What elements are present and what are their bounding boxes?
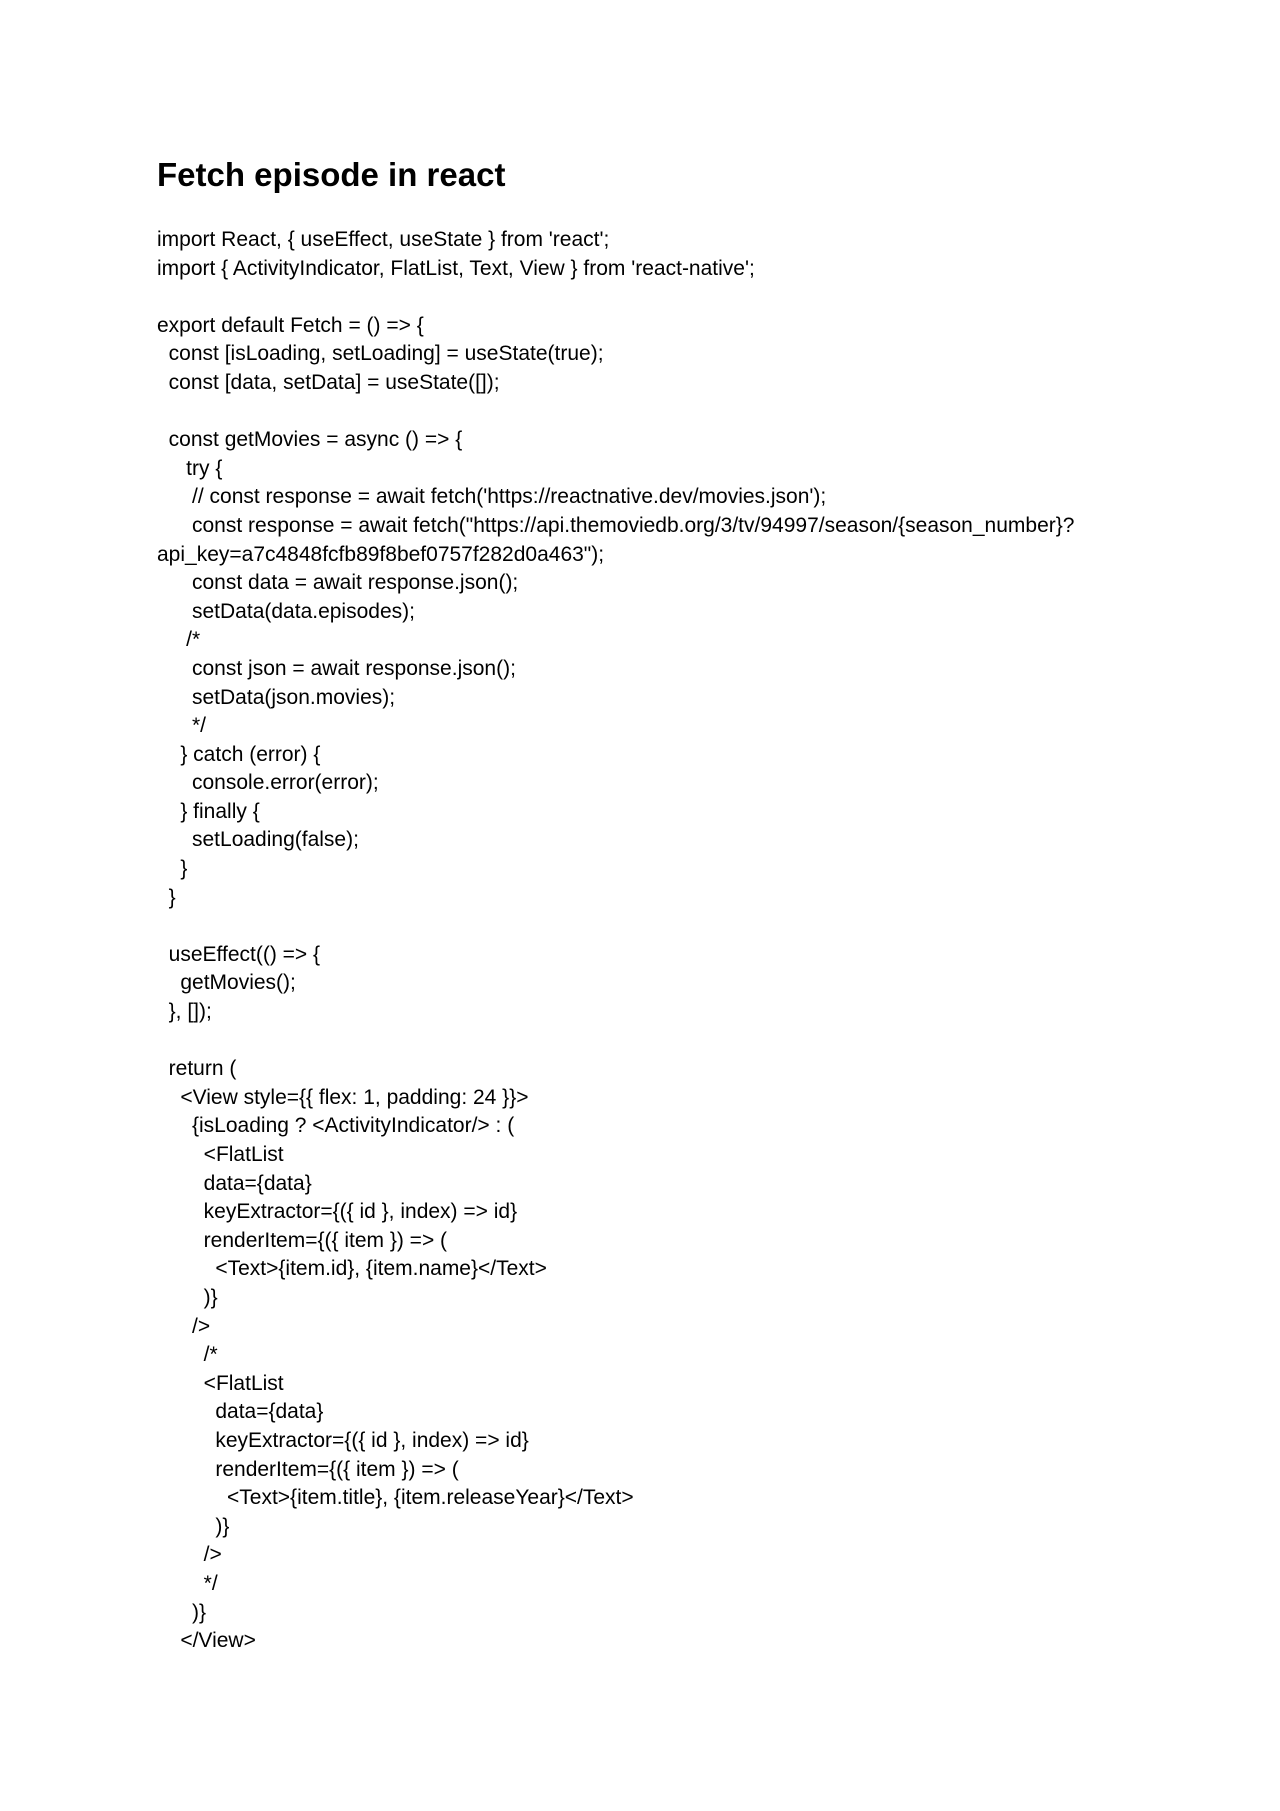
code-line: )} <box>157 1600 207 1624</box>
document-title: Fetch episode in react <box>157 156 506 193</box>
code-line: )} <box>157 1285 218 1309</box>
code-line: </View> <box>157 1629 256 1653</box>
code-line: const response = await fetch("https://api.themoviedb.org/3/tv/94997/season/{season_number}? <box>157 513 1075 537</box>
code-line: data={data} <box>157 1171 312 1195</box>
code-line: } catch (error) { <box>157 742 321 766</box>
code-line: /* <box>157 1343 218 1367</box>
code-line <box>157 1027 1157 1056</box>
code-line: data={data} <box>157 1400 324 1424</box>
code-line: <Text>{item.title}, {item.releaseYear}</Text> <box>157 1486 634 1510</box>
code-line: setLoading(false); <box>157 828 359 852</box>
code-line: */ <box>157 1571 218 1595</box>
code-line: const json = await response.json(); <box>157 656 516 680</box>
code-line: <View style={{ flex: 1, padding: 24 }}> <box>157 1085 529 1109</box>
code-line: import { ActivityIndicator, FlatList, Text, View } from 'react-native'; <box>157 256 755 280</box>
code-line: console.error(error); <box>157 771 379 795</box>
code-line: /> <box>157 1543 222 1567</box>
code-line: <FlatList <box>157 1143 284 1166</box>
code-line: {isLoading ? <ActivityIndicator/> : ( <box>157 1114 515 1138</box>
code-line: const [isLoading, setLoading] = useState(true); <box>157 342 604 366</box>
code-line: /> <box>157 1314 211 1338</box>
code-line: <Text>{item.id}, {item.name}</Text> <box>157 1257 547 1281</box>
code-line: const [data, setData] = useState([]); <box>157 370 500 394</box>
code-line: )} <box>157 1514 230 1538</box>
code-line: keyExtractor={({ id }, index) => id} <box>157 1200 518 1224</box>
code-line: keyExtractor={({ id }, index) => id} <box>157 1428 529 1452</box>
code-line <box>157 398 1157 427</box>
code-line: setData(json.movies); <box>157 685 396 709</box>
code-line: /* <box>157 628 201 652</box>
code-line: try { <box>157 456 223 480</box>
code-line: // const response = await fetch('https://reactnative.dev/movies.json'); <box>157 485 827 509</box>
code-line <box>157 912 1157 941</box>
code-line: renderItem={({ item }) => ( <box>157 1228 448 1252</box>
code-line: const getMovies = async () => { <box>157 428 463 452</box>
code-line: api_key=a7c4848fcfb89f8bef0757f282d0a463"); <box>157 542 605 566</box>
code-line: useEffect(() => { <box>157 942 321 966</box>
code-line <box>157 283 1157 312</box>
code-line: import React, { useEffect, useState } from 'react'; <box>157 228 610 251</box>
code-line: <FlatList <box>157 1371 284 1395</box>
code-line: export default Fetch = () => { <box>157 313 424 337</box>
code-line: } <box>157 885 176 909</box>
code-block <box>157 226 1157 1656</box>
code-line: }, []); <box>157 1000 212 1024</box>
code-line: const data = await response.json(); <box>157 571 519 595</box>
code-line: renderItem={({ item }) => ( <box>157 1457 459 1481</box>
code-line: */ <box>157 714 207 738</box>
code-line: } finally { <box>157 799 260 823</box>
code-line: setData(data.episodes); <box>157 599 415 623</box>
code-line: } <box>157 857 188 881</box>
code-line: getMovies(); <box>157 971 296 995</box>
code-line: return ( <box>157 1057 237 1081</box>
